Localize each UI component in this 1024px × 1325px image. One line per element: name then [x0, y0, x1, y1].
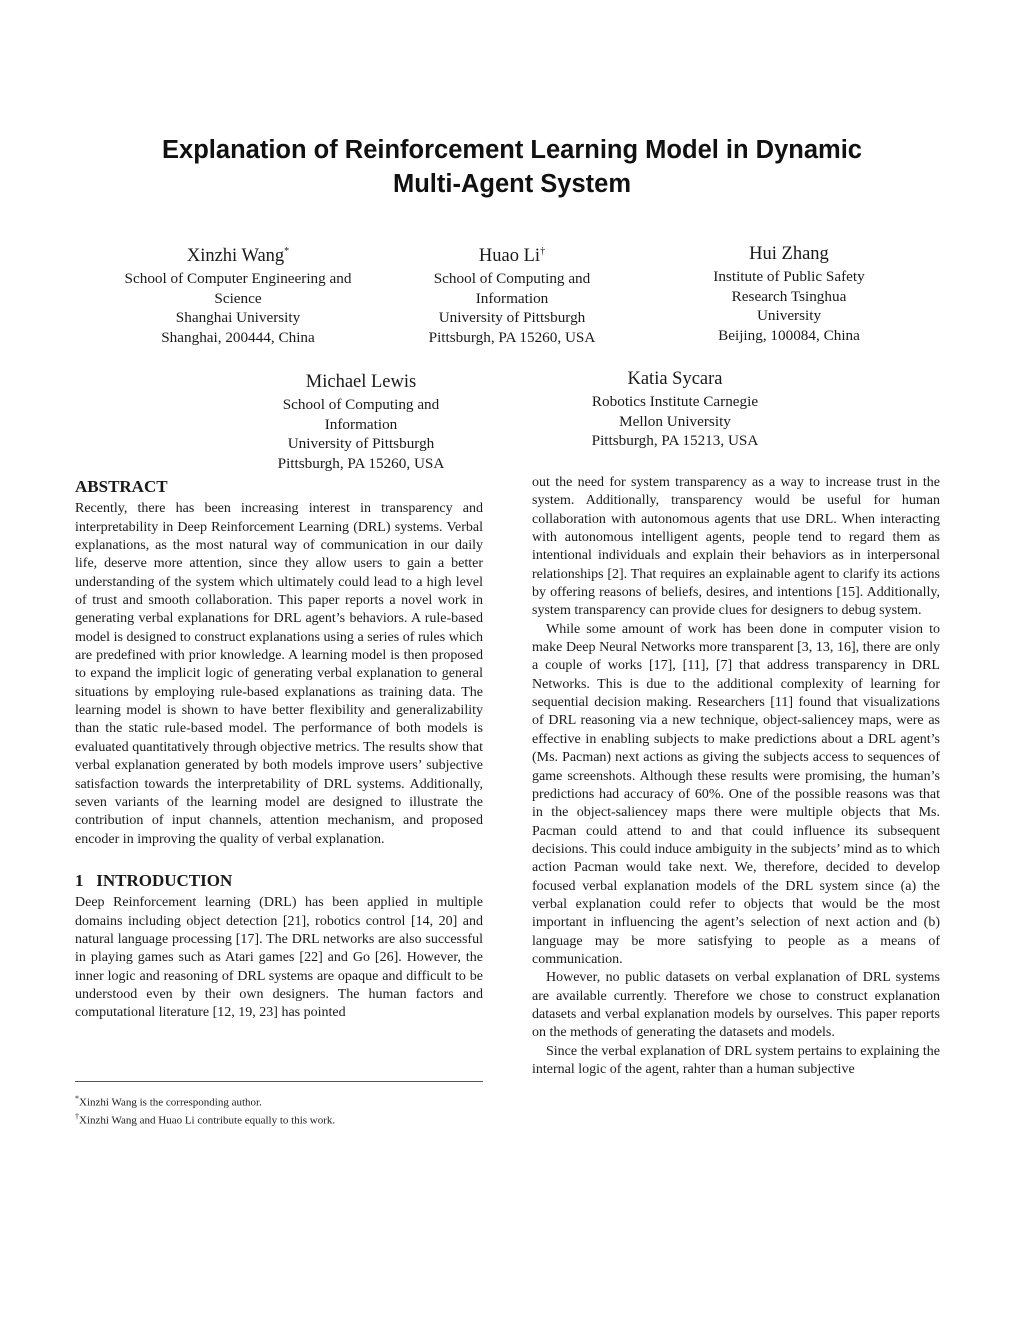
right-column: [532, 474, 940, 1079]
author-mark: *: [284, 246, 290, 257]
abstract-heading: ABSTRACT: [75, 477, 168, 496]
author-affiliation-line: Information: [324, 415, 398, 433]
author-affiliation-line: Shanghai University: [175, 309, 301, 327]
intro-paragraph-continued: out the need for system transparency as a way to increase trust in the system. Additionally, transparency would be useful for human collaboration with autonomous agents that use DRL. When interacting with autonomous intelligent agents, people tend to regard them as intentional individuals and explain their behaviors as in interpersonal relationships [2]. That requires an explainable agent to clarify its actions by offering reasons of beliefs, desires, and intentions [15]. Additionally, system transparency can provide clues for designers to debug system.: [532, 475, 940, 619]
intro-paragraph-1: Deep Reinforcement learning (DRL) has been applied in multiple domains including object detection [21], robotics control [14, 20] and natural language processing [17]. The DRL networks are also successful in playing games such as Atari games [22] and Go [26]. However, the inner logic and reasoning of DRL systems are opaque and difficult to be understood even by their own designers. The human factors and computational literature [12, 19, 23] has pointed: [75, 895, 483, 1021]
author-affiliation-line: Science: [214, 289, 262, 307]
intro-paragraph-4: Since the verbal explanation of DRL system pertains to explaining the internal logic of the agent, rahter than a human subjective: [532, 1043, 940, 1077]
footnote-mark: *: [75, 1094, 79, 1103]
author-affiliation-line: Robotics Institute Carnegie: [591, 393, 759, 411]
author-affiliation-line: Research Tsinghua: [731, 287, 847, 305]
intro-paragraph-2: While some amount of work has been done in computer vision to make Deep Neural Networks more transparent [3, 13, 16], there are only a couple of works [17], [11], [7] that address transparency in DRL Networks. This is due to the additional complexity of learning for sequential decision making. Researchers [11] found that visualizations of DRL reasoning via a new technique, object-saliencey maps, were as effective in enabling subjects to make predictions about a DRL agent’s (Ms. Pacman) next actions as giving the subjects access to sequences of game screenshots. Although these results were promising, the human’s predictions had accuracy of 60%. One of the possible reasons was that in the object-saliencey maps there were multiple objects that Ms. Pacman could attend to and that could influence its subsequent decisions. This could induce ambiguity in the subjects’ mind as to which action Pacman would take next. We, therefore, decided to develop focused verbal explanation models of the DRL system since (a) the verbal explanation could refer to objects that would be the most important in influencing the agent’s selection of next action and (b) language may be more satisfying to people as a means of communication.: [532, 621, 940, 967]
author-name: Xinzhi Wang*: [186, 246, 290, 267]
author-block-lewis: [246, 367, 476, 473]
author-affiliation-line: Information: [475, 289, 549, 307]
author-block-wang: [100, 241, 376, 347]
author-name: Michael Lewis: [305, 372, 417, 393]
author-name: Hui Zhang: [749, 244, 829, 265]
author-block-zhang: [678, 239, 900, 345]
author-affiliation-line: University of Pittsburgh: [438, 309, 586, 327]
author-affiliation-line: School of Computing and: [433, 270, 591, 288]
intro-paragraph-3: However, no public datasets on verbal explanation of DRL systems are available currently. Therefore we chose to construct explanation datasets and verbal explanation models by ourselves. This paper reports on the methods of generating the datasets and models.: [532, 970, 940, 1041]
footnote: †Xinzhi Wang and Huao Li contribute equally to this work.: [75, 1112, 336, 1127]
introduction-heading: 1 INTRODUCTION: [75, 870, 233, 890]
author-name: Huao Li†: [478, 246, 546, 267]
footnote: *Xinzhi Wang is the corresponding author.: [75, 1094, 262, 1109]
footnote-divider: [75, 1081, 483, 1082]
abstract-text: Recently, there has been increasing interest in transparency and interpretability in Deep Reinforcement Learning (DRL) systems. Verbal explanations, as the most natural way of communication in our daily life, deserve more attention, since they allow users to gain a better understanding of the system which ultimately could lead to a high level of trust and smooth collaboration. This paper reports a novel work in generating verbal explanations for DRL agent’s behaviors. A rule-based model is designed to construct explanations using a series of rules which are predefined with prior knowledge. A learning model is then proposed to expand the implicit logic of generating verbal explanation to general situations by employing rule-based explanations as training data. The learning model is shown to have better flexibility and generalizability than the static rule-based model. The performance of both models is evaluated quantitatively through objective metrics. The results show that verbal explanation generated by both models improve users’ subjective satisfaction towards the interpretability of DRL systems. Additionally, seven variants of the learning model are designed to illustrate the contribution of input channels, attention mechanism, and proposed encoder in improving the quality of verbal explanation.: [75, 501, 483, 847]
author-affiliation-line: Shanghai, 200444, China: [161, 328, 315, 346]
title-line-1: Explanation of Reinforcement Learning Model in Dynamic: [162, 136, 862, 164]
author-affiliation-line: School of Computer Engineering and: [124, 270, 352, 288]
author-name: Katia Sycara: [627, 369, 723, 390]
author-affiliation-line: Pittsburgh, PA 15260, USA: [428, 328, 596, 346]
author-affiliation-line: School of Computing and: [282, 396, 440, 414]
author-affiliation-line: University of Pittsburgh: [287, 435, 435, 453]
author-affiliation-line: Beijing, 100084, China: [718, 326, 860, 344]
author-affiliation-line: University: [756, 307, 822, 325]
paper-title: [60, 133, 964, 201]
author-affiliation-line: Pittsburgh, PA 15213, USA: [591, 432, 759, 450]
title-line-2: Multi-Agent System: [392, 170, 632, 198]
author-affiliation-line: Mellon University: [619, 412, 731, 430]
author-mark: †: [540, 246, 546, 257]
author-block-li: [392, 241, 632, 347]
author-affiliation-line: Institute of Public Safety: [713, 268, 865, 286]
author-block-sycara: [560, 364, 790, 451]
author-affiliation-line: Pittsburgh, PA 15260, USA: [277, 454, 445, 472]
footnotes: [75, 1092, 483, 1128]
left-column: [75, 478, 483, 1023]
footnote-mark: †: [75, 1112, 79, 1122]
